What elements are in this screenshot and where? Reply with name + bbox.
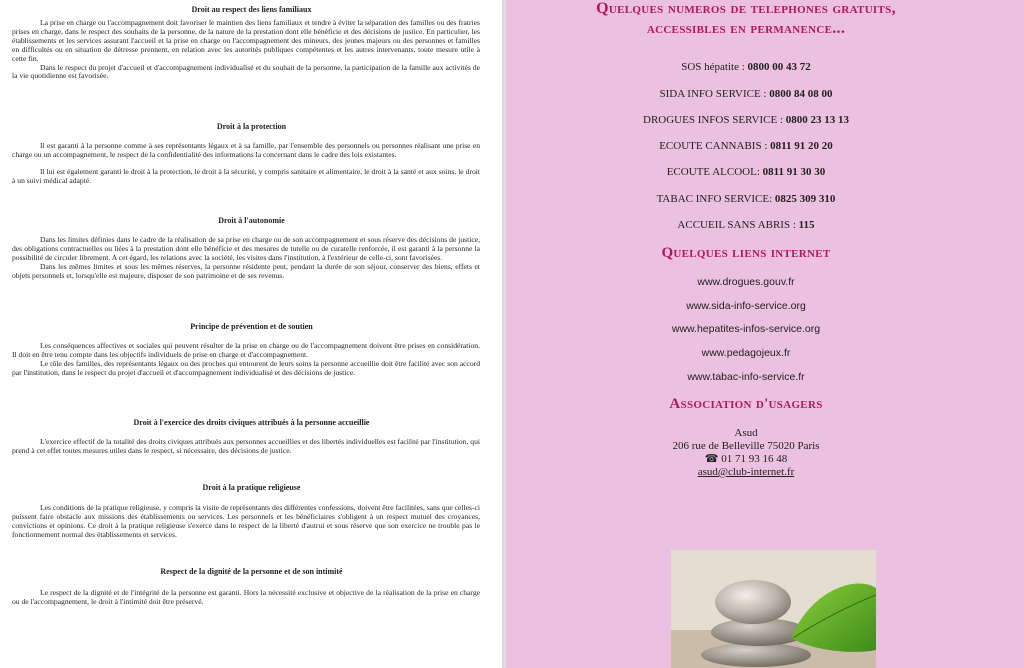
assoc-phone: 01 71 93 16 48: [721, 453, 788, 465]
paragraph: Le rôle des familles, des représentants légaux ou des proches qui entourent de leurs soins la personne accueillie doit être facilité avec son accord par l'institution, dans le respect du projet d'accueil et d'accompagnement individualisé et des décisions de justice.: [12, 358, 480, 377]
phone-number: 115: [798, 219, 815, 231]
paragraph: La prise en charge ou l'accompagnement doit favoriser le maintien des liens familiaux et tendre à éviter la séparation des familles ou des fratries prises en charge, dans le respect des souhaits de la personne, de la nature de la prestation dont elle bénéficie et des décisions de justice. En particulier, les établissements et les services assurant l'accueil et la prise en charge ou l'accompagnement des mineurs, des jeunes majeurs ou des personnes et familles en difficultés ou en situation de détresse prennent, en relation avec les autorités publiques compétentes et les autres intervenants, toute mesure utile à cette fin.: [12, 18, 480, 63]
assoc-phone-line: [506, 453, 986, 466]
phone-label: DROGUES INFOS SERVICE :: [643, 114, 783, 126]
paragraph: Le respect de la dignité et de l'intégrité de la personne est garanti. Hors la nécessité exclusive et objective de la réalisation de la prise en charge ou de l'accompagnement, le droit à l'intimité doit être préservé.: [12, 588, 480, 606]
phone-line-alcool: [506, 166, 986, 178]
paragraph: Les conséquences affectives et sociales qui peuvent résulter de la prise en charge ou de l'accompagnement doivent être prises en considération. Il doit en être tenu compte dans les objectifs individuels de prise en charge et d'accompagnement.: [12, 341, 480, 359]
right-page: [506, 0, 1024, 668]
phone-line-cannabis: [506, 140, 986, 152]
paragraph: Les conditions de la pratique religieuse, y compris la visite de représentants des différentes confessions, doivent être facilitées, sans que celles-ci puissent faire obstacle aux missions des établissements ou services. Les personnels et les bénéficiaires s'obligent à un respect mutuel des croyances, convictions et opinions. Ce droit à la pratique religieuse s'exerce dans le respect de la liberté d'autrui et sous réserve que son exercice ne trouble pas le fonctionnement normal des établissements et services.: [12, 503, 480, 539]
section-body-pratique-religieuse: [12, 504, 480, 540]
paragraph: L'exercice effectif de la totalité des droits civiques attribués aux personnes accueillies et des libertés individuelles est facilité par l'institution, qui prend à cet effet toutes mesures utiles dans le respect, si nécessaire, des décisions de justice.: [12, 437, 480, 455]
section-body-droits-civiques: [12, 438, 480, 456]
phone-label: ACCUEIL SANS ABRIS :: [677, 219, 796, 231]
paragraph: Il est garanti à la personne comme à ses représentants légaux et à sa famille, par l'ensemble des personnels ou personnes réalisant une prise en charge ou un accompagnement, le respect de la confidentialité des informations la concernant dans le cadre des lois existantes.: [12, 141, 480, 159]
assoc-address: 206 rue de Belleville 75020 Paris: [672, 440, 820, 452]
phone-line-sans-abris: [506, 219, 986, 231]
link-hepatites[interactable]: www.hepatites-infos-service.org: [671, 323, 821, 335]
section-title-protection: Droit à la protection: [216, 122, 287, 131]
link-tabac[interactable]: www.tabac-info-service.fr: [687, 371, 805, 383]
assoc-name: Asud: [734, 427, 758, 439]
phone-label: ECOUTE CANNABIS :: [659, 140, 768, 152]
phone-line-sida: [506, 88, 986, 100]
assoc-heading: Association d'usagers: [669, 396, 823, 412]
phone-number: 0825 309 310: [774, 193, 836, 205]
phones-heading-line-2: accessibles en permanence...: [646, 20, 846, 37]
links-heading: Quelques liens internet: [661, 245, 831, 261]
phone-label: SIDA INFO SERVICE :: [659, 88, 767, 100]
section-body-dignite: [12, 589, 480, 607]
phone-number: 0800 23 13 13: [785, 114, 849, 126]
phone-label: TABAC INFO SERVICE:: [656, 193, 773, 205]
phone-number: 0811 91 20 20: [770, 140, 833, 152]
phones-heading-line-1: Quelques numeros de telephones gratuits,: [596, 0, 896, 17]
phone-label: SOS hépatite :: [681, 61, 745, 73]
telephone-icon: ☎: [704, 453, 719, 465]
section-body-liens-familiaux: [12, 19, 480, 81]
zen-stones-illustration: [671, 550, 876, 668]
section-title-liens-familiaux: Droit au respect des liens familiaux: [191, 5, 312, 14]
section-title-autonomie: Droit à l'autonomie: [218, 216, 285, 225]
paragraph: Dans le respect du projet d'accueil et d'accompagnement individualisé et du souhait de la personne, la participation de la famille aux activités de la vie quotidienne est favorisée.: [12, 62, 480, 81]
left-page: [0, 0, 503, 668]
section-body-prevention: [12, 342, 480, 378]
phone-number: 0811 91 30 30: [762, 166, 826, 178]
paragraph: Dans les mêmes limites et sous les mêmes réserves, la personne résidente peut, pendant la durée de son séjour, conserver des biens, effets et objets personnels et, lorsqu'elle est majeure, disposer de son patrimoine et de ses revenus.: [12, 261, 480, 280]
zen-stones-photo: [671, 550, 876, 668]
phone-line-drogues: [506, 114, 986, 126]
section-title-pratique-religieuse: Droit à la pratique religieuse: [202, 483, 301, 492]
paragraph: Il lui est également garanti le droit à la protection, le droit à la sécurité, y compris sanitaire et alimentaire, le droit à la santé et aux soins, le droit à un suivi médical adapté.: [12, 166, 480, 185]
phone-number: 0800 84 08 00: [769, 88, 833, 100]
phone-label: ECOUTE ALCOOL:: [666, 166, 760, 178]
link-drogues[interactable]: www.drogues.gouv.fr: [697, 276, 795, 288]
section-title-dignite: Respect de la dignité de la personne et de son intimité: [160, 567, 343, 576]
section-body-autonomie: [12, 236, 480, 281]
section-title-droits-civiques: Droit à l'exercice des droits civiques attribués à la personne accueillie: [133, 418, 370, 427]
assoc-email-line: [506, 466, 986, 479]
phone-line-tabac: [506, 193, 986, 205]
section-body-protection: [12, 142, 480, 186]
link-sida[interactable]: www.sida-info-service.org: [686, 300, 806, 312]
section-title-prevention: Principe de prévention et de soutien: [190, 322, 313, 331]
link-pedagojeux[interactable]: www.pedagojeux.fr: [701, 347, 791, 359]
assoc-email[interactable]: asud@club-internet.fr: [697, 466, 795, 478]
phone-line-sos-hepatite: [506, 61, 986, 73]
phone-number: 0800 00 43 72: [747, 61, 811, 73]
paragraph: Dans les limites définies dans le cadre de la réalisation de sa prise en charge ou de son accompagnement et sous réserve des décisions de justice, des obligations contractuelles ou liées à la prestation dont elle bénéficie et des mesures de tutelle ou de curatelle renforcée, il est garanti à la personne la possibilité de circuler librement. A cet égard, les relations avec la société, les visites dans l'institution, à l'extérieur de celle-ci, sont favorisées.: [12, 235, 480, 262]
